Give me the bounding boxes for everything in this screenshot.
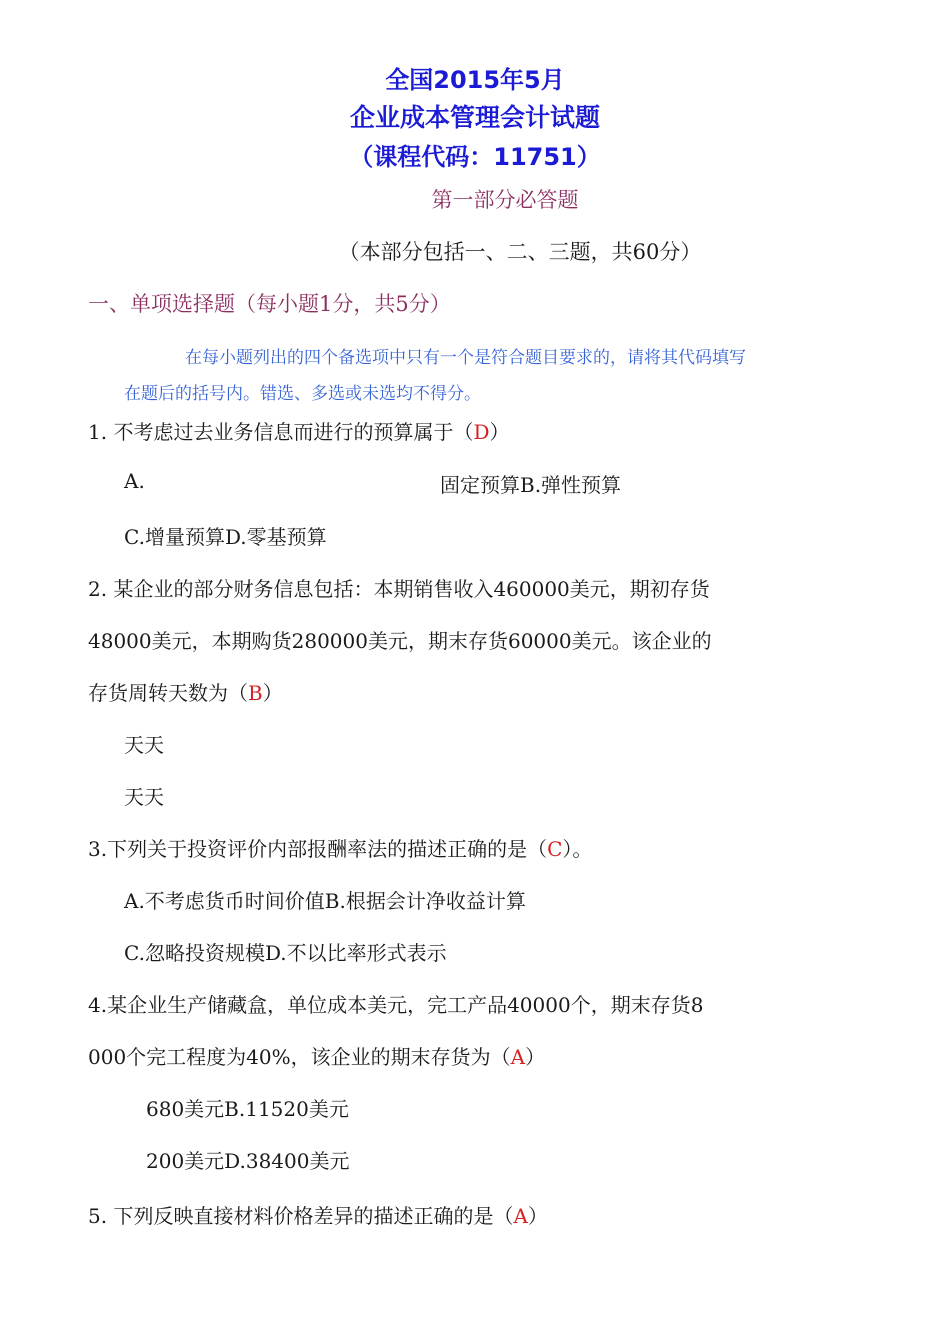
question-1-stem [88,416,510,445]
question-1-option-a: A. [124,469,145,493]
question-3-stem [88,833,592,862]
question-1-option-cd: C.增量预算D.零基预算 [124,525,327,549]
question-4-stem-line-1: 4.某企业生产储藏盒，单位成本美元，完工产品40000个，期末存货8 [88,993,704,1017]
section-title: 一、单项选择题（每小题1分，共5分） [88,292,451,316]
question-4-stem-line-2 [88,1041,545,1070]
question-1-answer: D [473,420,490,444]
question-2-option-1: 天天 [124,733,164,757]
question-4-close: ） [525,1045,546,1069]
section-instruction-line-1: 在每小题列出的四个备选项中只有一个是符合题目要求的，请将其代码填写 [185,348,746,368]
course-code: （课程代码：11751） [349,143,601,171]
question-3-option-cd: C.忽略投资规模D.不以比率形式表示 [124,941,447,965]
question-2-option-2: 天天 [124,785,164,809]
question-1-text: 1. 不考虑过去业务信息而进行的预算属于（ [88,420,474,444]
question-5-stem [88,1200,548,1229]
question-3-option-ab: A.不考虑货币时间价值B.根据会计净收益计算 [124,889,526,913]
question-2-stem-line-1: 2. 某企业的部分财务信息包括：本期销售收入460000美元，期初存货 [88,577,710,601]
question-2-text: 存货周转天数为（ [88,681,248,705]
exam-title: 企业成本管理会计试题 [349,103,600,132]
question-1-close: ） [489,420,510,444]
question-2-stem-line-2: 48000美元，本期购货280000美元，期末存货60000美元。该企业的 [88,629,712,653]
question-4-option-cd: 200美元D.38400美元 [146,1149,350,1173]
question-4-text: 000个完工程度为40%，该企业的期末存货为（ [88,1045,511,1069]
question-3-text: 3.下列关于投资评价内部报酬率法的描述正确的是（ [88,837,548,861]
question-2-answer: B [248,681,263,705]
part-title: 第一部分必答题 [431,188,579,212]
question-4-option-ab: 680美元B.11520美元 [146,1097,349,1121]
section-instruction-line-2: 在题后的括号内。错选、多选或未选均不得分。 [124,384,481,404]
question-5-close: ） [527,1204,548,1228]
part-scope: （本部分包括一、二、三题，共60分） [338,240,702,264]
question-5-text: 5. 下列反映直接材料价格差异的描述正确的是（ [88,1204,514,1228]
question-2-close: ） [262,681,283,705]
question-3-close: ）。 [562,837,593,861]
question-5-answer: A [513,1204,528,1228]
question-1-option-ab: 固定预算B.弹性预算 [440,473,622,497]
question-4-answer: A [510,1045,526,1069]
question-3-answer: C [547,837,563,861]
exam-header-date: 全国2015年5月 [385,66,565,94]
question-2-stem-line-3 [88,677,283,706]
